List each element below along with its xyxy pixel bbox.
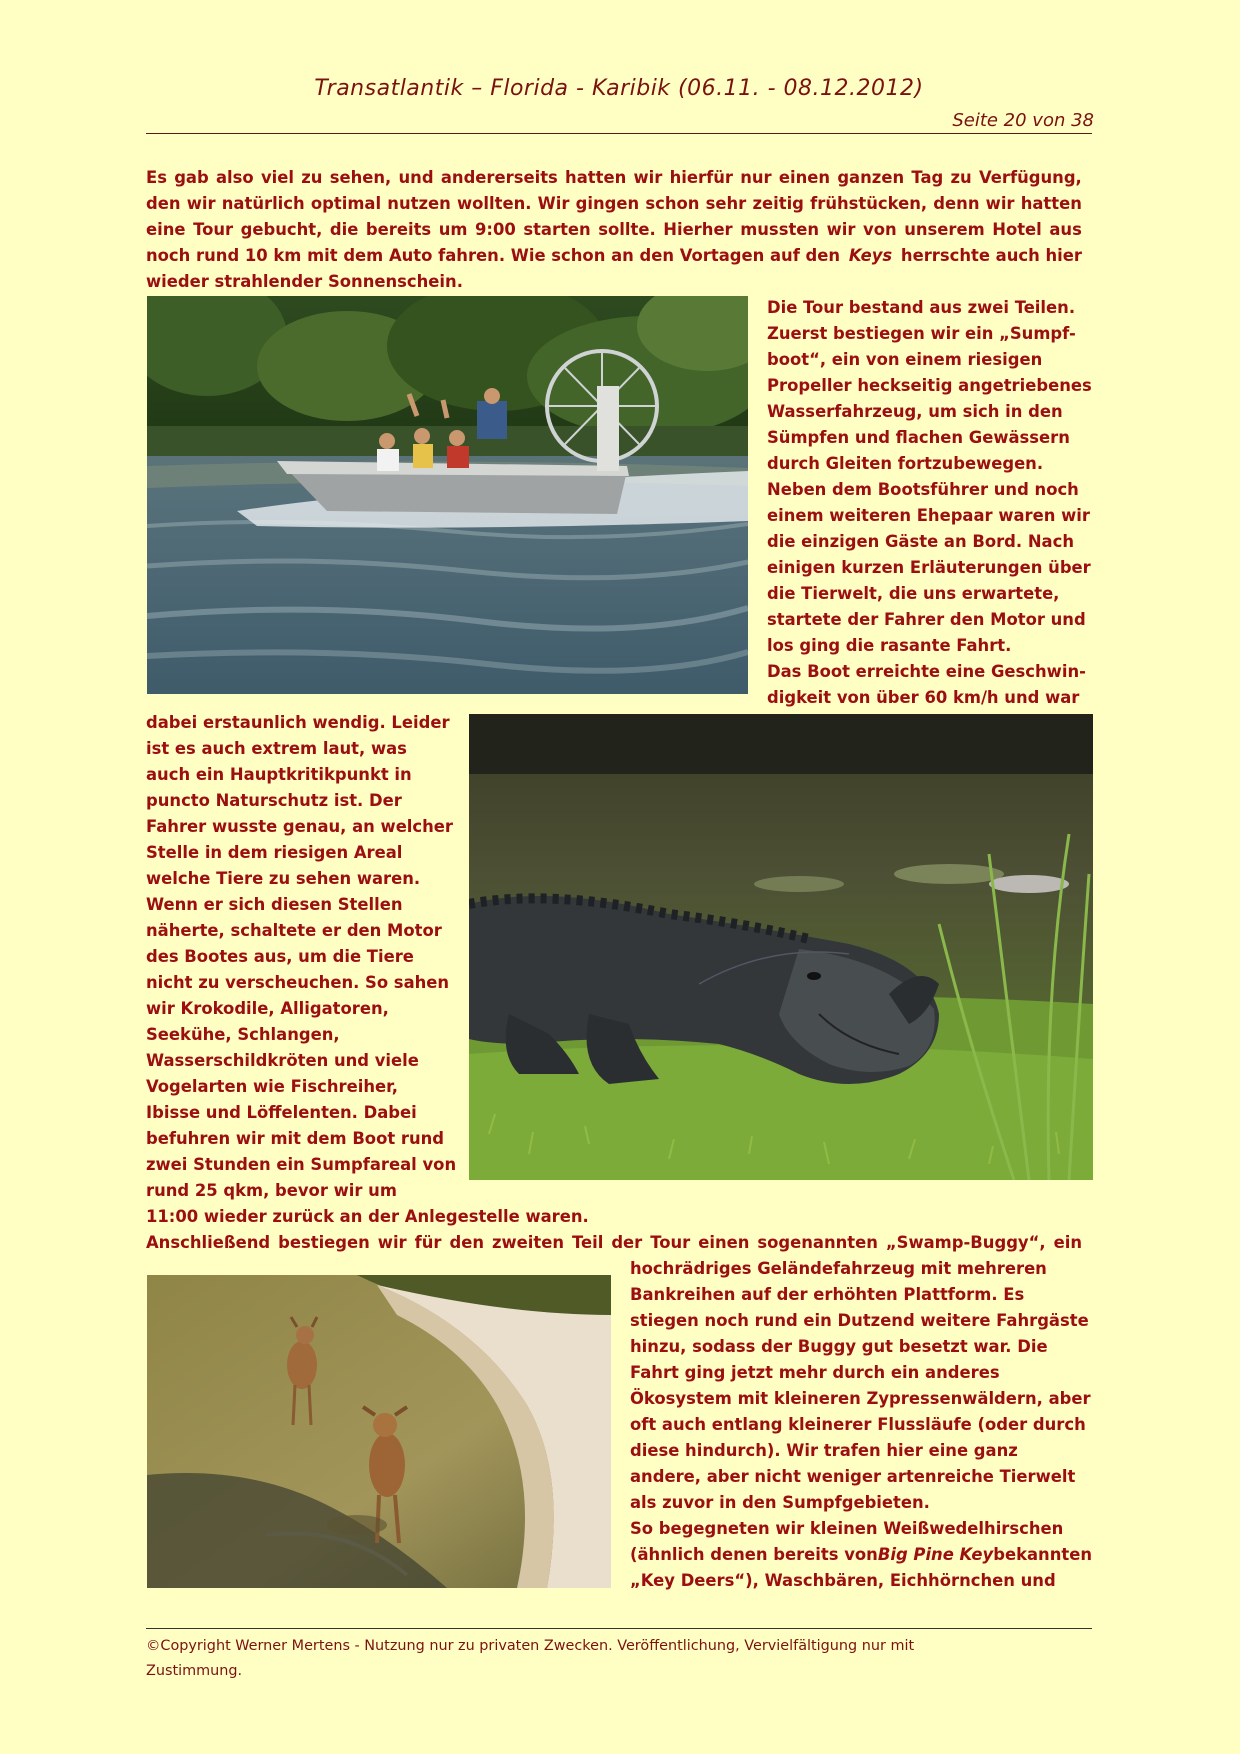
text-line: (ähnlich denen bereits von Big Pine Key bekannten — [630, 1542, 1092, 1568]
text-line: den wir natürlich optimal nutzen wollten. Wir gingen schon sehr zeitig frühstücken, denn wir hatten — [146, 194, 1082, 213]
bridge-paragraph — [146, 1204, 1082, 1256]
text-line: ist es auch extrem laut, was — [146, 739, 407, 758]
footer-line: ©Copyright Werner Mertens - Nutzung nur zu privaten Zwecken. Veröffentlichung, Vervielfältigung nur mit — [146, 1638, 915, 1654]
text-line: zwei Stunden ein Sumpfareal von — [146, 1155, 457, 1174]
text-line: hochrädriges Geländefahrzeug mit mehreren — [630, 1259, 1047, 1278]
deer-photo — [147, 1275, 611, 1588]
text-line: noch rund 10 km mit dem Auto fahren. Wie schon an den Vortagen auf den Keys herrschte auch hier — [146, 243, 1082, 269]
text-line: Wasserschildkröten und viele — [146, 1051, 419, 1070]
text-line: Wenn er sich diesen Stellen — [146, 895, 403, 914]
text-line: auch ein Hauptkritikpunkt in — [146, 765, 412, 784]
text-line: puncto Naturschutz ist. Der — [146, 791, 402, 810]
text-line: Propeller heckseitig angetriebenes — [767, 376, 1092, 395]
text-line: diese hindurch). Wir trafen hier eine ganz — [630, 1441, 1018, 1460]
text-line: durch Gleiten fortzubewegen. — [767, 454, 1044, 473]
text-line: Ibisse und Löffelenten. Dabei — [146, 1103, 417, 1122]
text-line: Neben dem Bootsführer und noch — [767, 480, 1079, 499]
text-line: Anschließend bestiegen wir für den zweiten Teil der Tour einen sogenannten „Swamp-Buggy“, ein — [146, 1233, 1082, 1252]
text-line: einigen kurzen Erläuterungen über — [767, 558, 1091, 577]
text-line: So begegneten wir kleinen Weißwedelhirschen — [630, 1519, 1064, 1538]
text-line: startete der Fahrer den Motor und — [767, 610, 1086, 629]
airboat-paragraph — [767, 295, 1093, 711]
airboat-photo — [147, 296, 748, 694]
page-number: Seite 20 von 38 — [952, 110, 1094, 131]
text-line: hinzu, sodass der Buggy gut besetzt war. Die — [630, 1337, 1048, 1356]
big-pine-key-term: Big Pine Key — [877, 1545, 994, 1564]
keys-term: Keys — [848, 246, 893, 265]
text-line: andere, aber nicht weniger artenreiche Tierwelt — [630, 1467, 1076, 1486]
text-line: die Tierwelt, die uns erwartete, — [767, 584, 1060, 603]
footer-rule — [146, 1628, 1092, 1629]
intro-paragraph — [146, 165, 1082, 295]
text-line: Vogelarten wie Fischreiher, — [146, 1077, 399, 1096]
text-line: 11:00 wieder zurück an der Anlegestelle waren. — [146, 1207, 589, 1226]
text-line: des Bootes aus, um die Tiere — [146, 947, 414, 966]
header-rule — [146, 133, 1092, 134]
text-line: eine Tour gebucht, die bereits um 9:00 starten sollte. Hierher mussten wir von unserem Hotel aus — [146, 220, 1082, 239]
text-line: Fahrer wusste genau, an welcher — [146, 817, 454, 836]
copyright-footer — [146, 1634, 1092, 1684]
alligator-paragraph — [146, 710, 456, 1204]
text-line: rund 25 qkm, bevor wir um — [146, 1181, 397, 1200]
text-line: los ging die rasante Fahrt. — [767, 636, 1012, 655]
text-line: Zuerst bestiegen wir ein „Sumpf- — [767, 324, 1076, 343]
text-line: die einzigen Gäste an Bord. Nach — [767, 532, 1074, 551]
text-line: digkeit von über 60 km/h und war — [767, 688, 1080, 707]
text-line: „Key Deers“), Waschbären, Eichhörnchen und — [630, 1571, 1056, 1590]
text-line: Ökosystem mit kleineren Zypressenwäldern, aber — [630, 1389, 1091, 1408]
text-line: Seekühe, Schlangen, — [146, 1025, 340, 1044]
alligator-photo — [469, 714, 1093, 1180]
text-line: näherte, schaltete er den Motor — [146, 921, 442, 940]
text-line: wir Krokodile, Alligatoren, — [146, 999, 389, 1018]
text-line: nicht zu verscheuchen. So sahen — [146, 973, 450, 992]
buggy-paragraph — [630, 1256, 1092, 1594]
page-title: Transatlantik – Florida - Karibik (06.11. - 08.12.2012) — [314, 76, 924, 101]
text-line: einem weiteren Ehepaar waren wir — [767, 506, 1090, 525]
text-line: boot“, ein von einem riesigen — [767, 350, 1043, 369]
text-line: Sümpfen und flachen Gewässern — [767, 428, 1070, 447]
text-line: Es gab also viel zu sehen, und andererseits hatten wir hierfür nur einen ganzen Tag zu Verfügung, — [146, 168, 1082, 187]
text-line: befuhren wir mit dem Boot rund — [146, 1129, 445, 1148]
text-line: Das Boot erreichte eine Geschwin- — [767, 662, 1086, 681]
footer-line: Zustimmung. — [146, 1663, 243, 1679]
text-line: welche Tiere zu sehen waren. — [146, 869, 421, 888]
text-line: Fahrt ging jetzt mehr durch ein anderes — [630, 1363, 1000, 1382]
text-line: Wasserfahrzeug, um sich in den — [767, 402, 1063, 421]
text-line: Stelle in dem riesigen Areal — [146, 843, 403, 862]
text-line: stiegen noch rund ein Dutzend weitere Fahrgäste — [630, 1311, 1089, 1330]
text-line: als zuvor in den Sumpfgebieten. — [630, 1493, 930, 1512]
text-line: Die Tour bestand aus zwei Teilen. — [767, 298, 1076, 317]
text-line: dabei erstaunlich wendig. Leider — [146, 713, 450, 732]
text-line: oft auch entlang kleinerer Flussläufe (oder durch — [630, 1415, 1086, 1434]
text-line: Bankreihen auf der erhöhten Plattform. Es — [630, 1285, 1025, 1304]
text-line: wieder strahlender Sonnenschein. — [146, 272, 463, 291]
